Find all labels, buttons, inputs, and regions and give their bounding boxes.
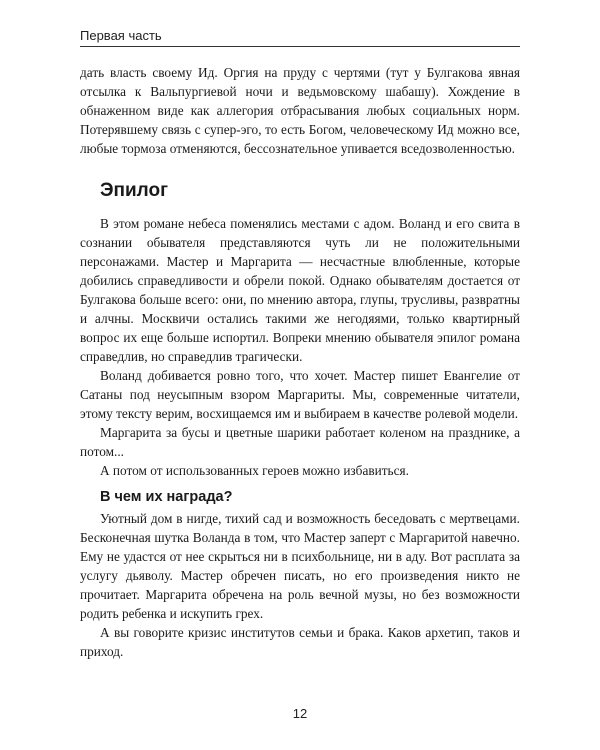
intro-paragraph: дать власть своему Ид. Оргия на пруду с чертями (тут у Булгакова явная отсылка к Вальпургиевой ночи и ведьмовскому шабашу). Хождение в обнаженном виде как аллегория отбрасывания любых социальных норм. Потерявшему связь с супер-эго, то есть Богом, человеческому Ид можно все, любые тормоза отменяются, бессознательное упивается вседозволенностью. [80,65,520,156]
page-content [80,63,520,661]
reward-paragraph-1: Уютный дом в нигде, тихий сад и возможность беседовать с мертвецами. Бесконечная шутка Воланда в том, что Мастер заперт с Маргаритой навечно. Ему не удастся от нее скрыться ни в психбольнице, ни в аду. Вот расплата за услугу дьяволу. Мастер обречен писать, но его произведения никто не прочитает. Маргарита обречена на роль вечной музы, но без возможности родить ребенка и искупить грех. [80,511,520,621]
epilog-paragraph-4: А потом от использованных героев можно избавиться. [100,463,409,478]
reward-paragraph-2: А вы говорите кризис институтов семьи и брака. Каков архетип, таков и приход. [80,625,520,659]
page-number: 12 [292,706,308,721]
running-header: Первая часть [80,28,520,47]
subsection-heading-reward: В чем их награда? [100,489,233,505]
epilog-paragraph-1: В этом романе небеса поменялись местами с адом. Воланд и его свита в сознании обывателя представляются чуть ли не положительными персонажами. Мастер и Маргарита — несчастные влюбленные, которые добились справедливости и обрели покой. Однако обывателям достается от Булгакова больше всего: они, по мнению автора, глупы, трусливы, развратны и алчны. Москвичи остались такими же негодяями, только квартирный вопрос их еще больше испортил. Вопреки мнению обывателя эпилог романа справедлив, но справедлив трагически. [80,216,520,364]
epilog-paragraph-3: Маргарита за бусы и цветные шарики работает коленом на празднике, а потом... [80,425,520,459]
section-heading-epilog: Эпилог [100,180,169,201]
epilog-paragraph-2: Воланд добивается ровно того, что хочет. Мастер пишет Евангелие от Сатаны под неусыпным взором Маргариты. Мы, современные читатели, этому тексту верим, восхищаемся им и выбираем в качестве ролевой модели. [80,368,520,421]
